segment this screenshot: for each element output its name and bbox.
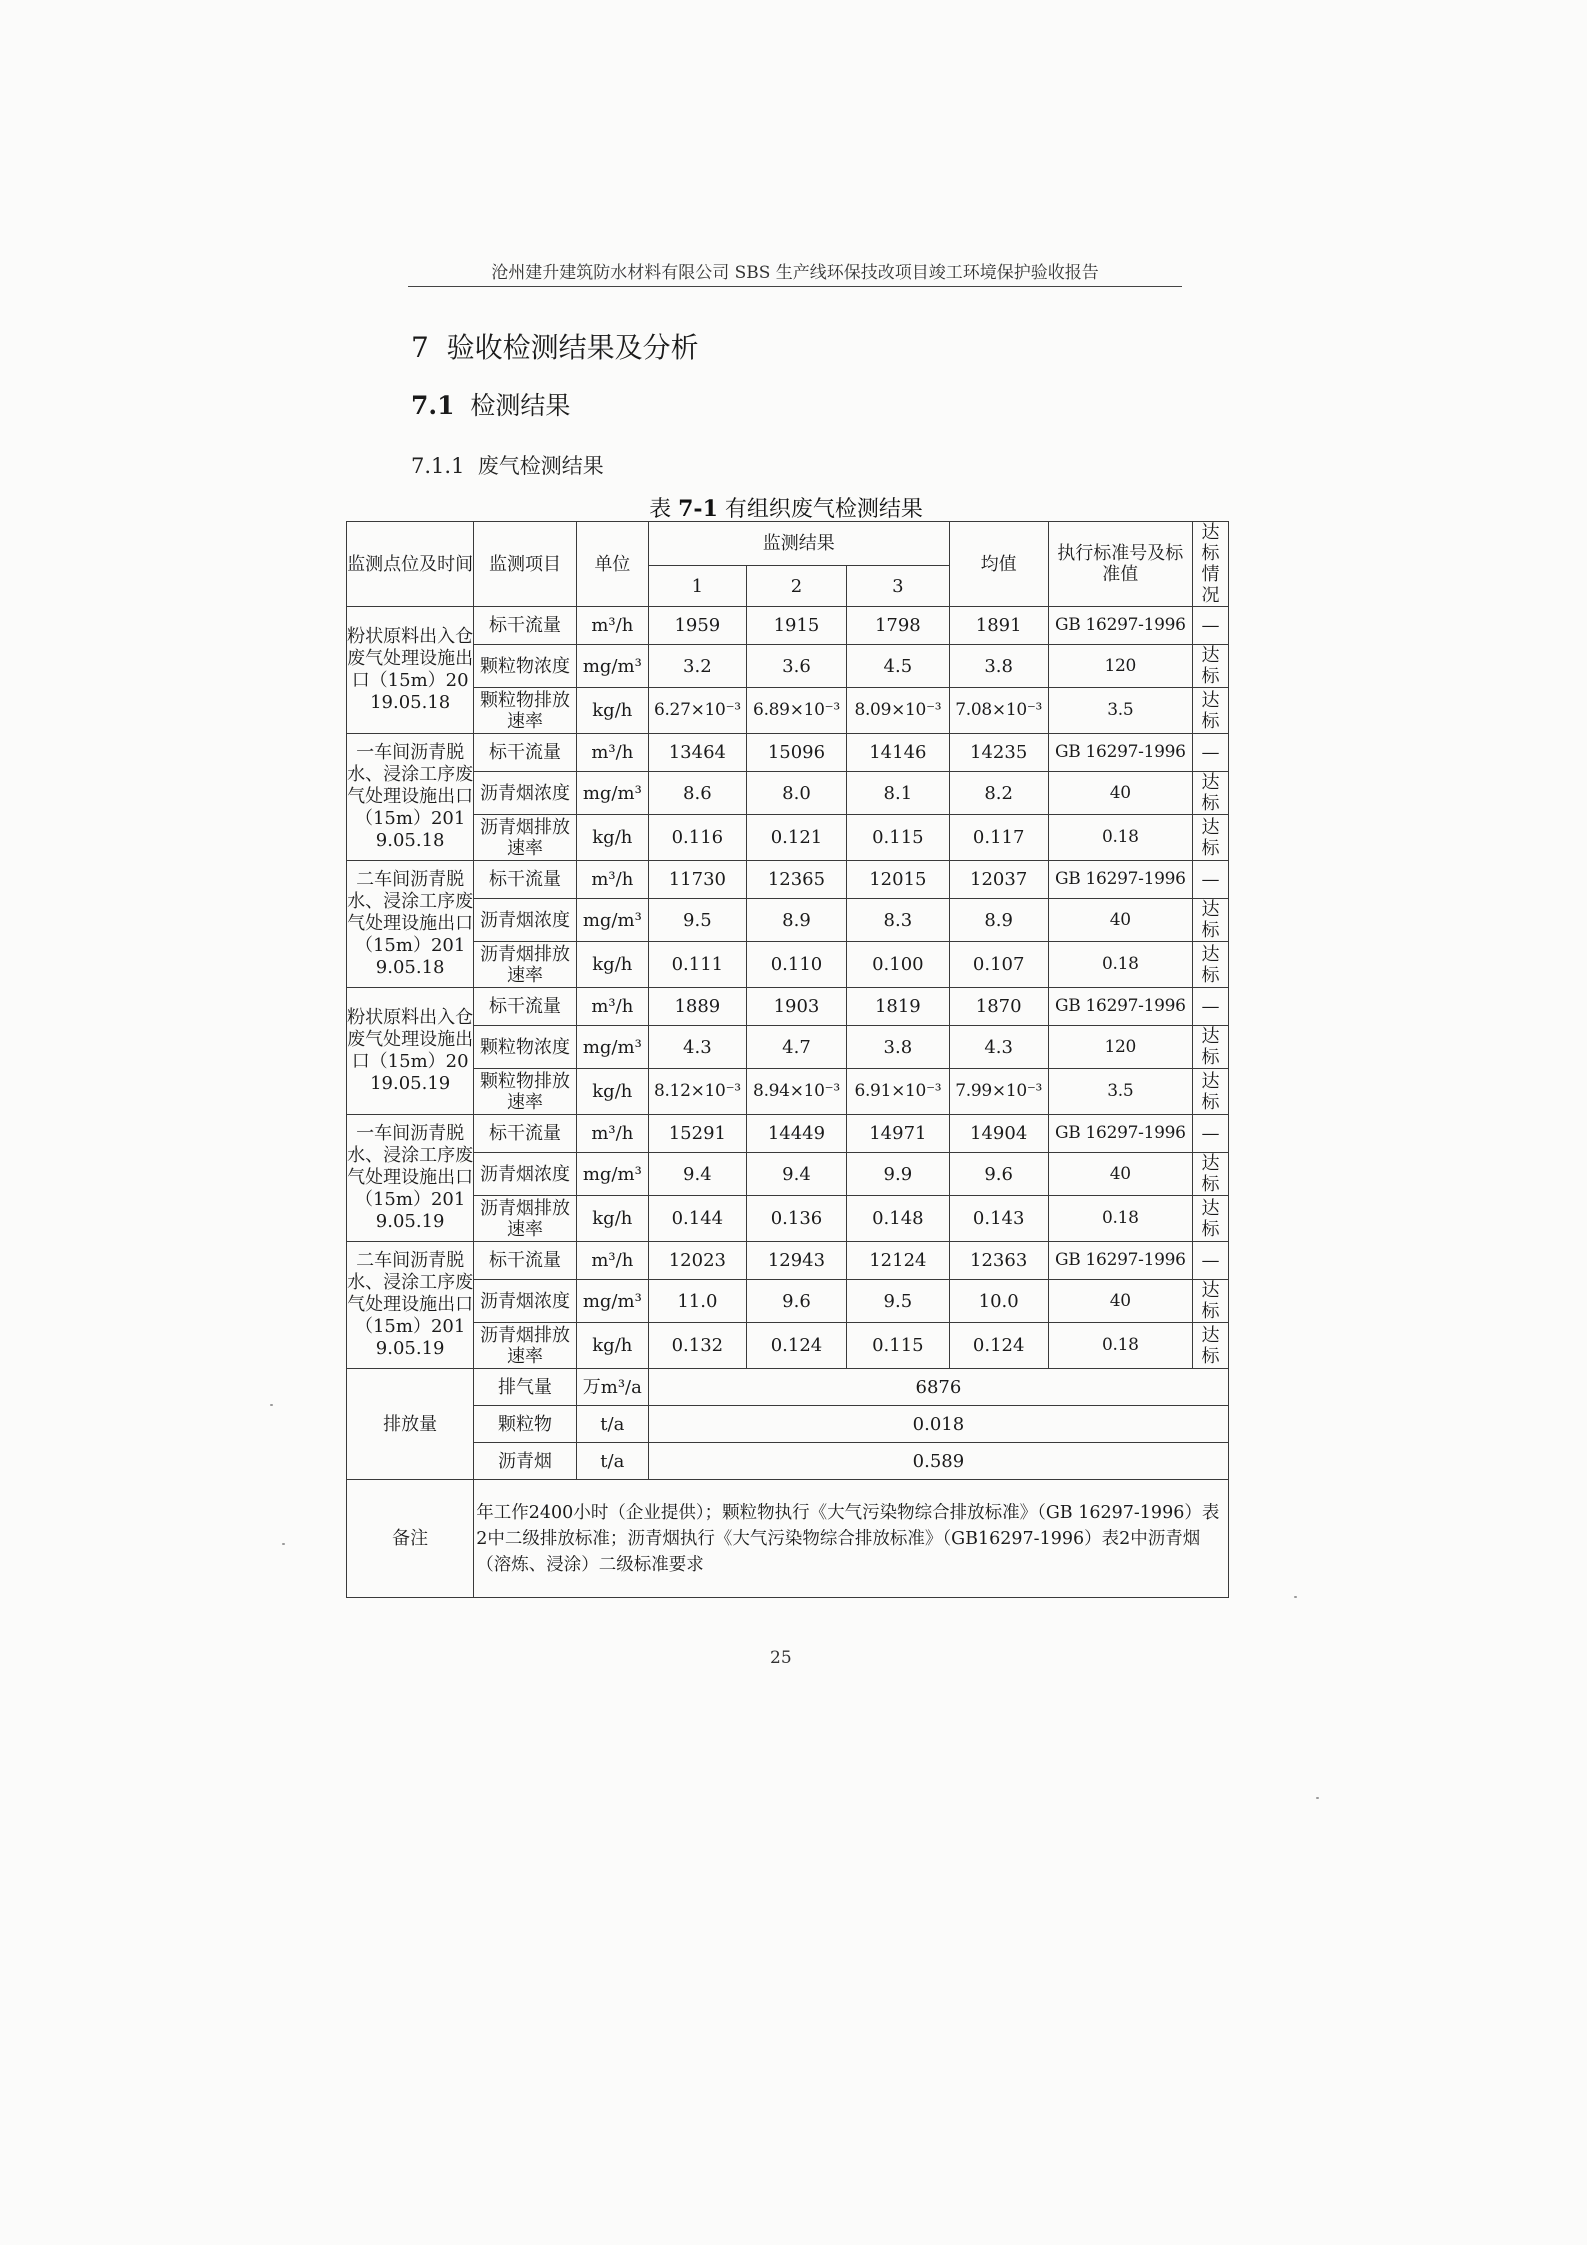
- mean-cell: 0.117: [949, 815, 1048, 861]
- result-1-cell: 12023: [648, 1242, 746, 1280]
- location-cell: 一车间沥青脱水、浸涂工序废气处理设施出口（15m）2019.05.19: [347, 1115, 474, 1242]
- item-cell: 颗粒物排放速率: [474, 1069, 577, 1115]
- result-1-cell: 0.132: [648, 1323, 746, 1369]
- table-row: [347, 1153, 1229, 1196]
- item-cell: 标干流量: [474, 734, 577, 772]
- unit-cell: mg/m³: [576, 772, 648, 815]
- result-3-cell: 9.5: [847, 1280, 950, 1323]
- results-table-body: [347, 522, 1229, 1598]
- unit-cell: kg/h: [576, 1196, 648, 1242]
- scan-speck: [1294, 1596, 1297, 1598]
- mean-cell: 7.08×10⁻³: [949, 688, 1048, 734]
- header-row: [347, 522, 1229, 566]
- page-header: 沧州建升建筑防水材料有限公司 SBS 生产线环保技改项目竣工环境保护验收报告: [408, 258, 1182, 287]
- result-2-cell: 8.9: [746, 899, 846, 942]
- result-2-cell: 1903: [746, 988, 846, 1026]
- standard-cell: GB 16297-1996: [1048, 1242, 1192, 1280]
- result-1-cell: 0.116: [648, 815, 746, 861]
- emission-value: 0.018: [648, 1406, 1228, 1443]
- scan-speck: [1316, 1797, 1319, 1799]
- header-unit: 单位: [576, 522, 648, 607]
- result-1-cell: 4.3: [648, 1026, 746, 1069]
- result-3-cell: 0.115: [847, 1323, 950, 1369]
- result-3-cell: 9.9: [847, 1153, 950, 1196]
- mean-cell: 1870: [949, 988, 1048, 1026]
- header-result-2: 2: [746, 566, 846, 607]
- result-3-cell: 1798: [847, 607, 950, 645]
- item-cell: 沥青烟浓度: [474, 1153, 577, 1196]
- unit-cell: m³/h: [576, 1115, 648, 1153]
- status-cell: 达标: [1192, 772, 1228, 815]
- table-row: [347, 645, 1229, 688]
- result-3-cell: 8.1: [847, 772, 950, 815]
- table-row: [347, 734, 1229, 772]
- result-2-cell: 9.6: [746, 1280, 846, 1323]
- mean-cell: 8.9: [949, 899, 1048, 942]
- mean-cell: 14235: [949, 734, 1048, 772]
- result-1-cell: 3.2: [648, 645, 746, 688]
- result-2-cell: 15096: [746, 734, 846, 772]
- header-standard: 执行标准号及标准值: [1048, 522, 1192, 607]
- unit-cell: mg/m³: [576, 899, 648, 942]
- emission-row: [347, 1406, 1229, 1443]
- result-1-cell: 0.144: [648, 1196, 746, 1242]
- item-cell: 标干流量: [474, 607, 577, 645]
- unit-cell: m³/h: [576, 988, 648, 1026]
- location-cell: 二车间沥青脱水、浸涂工序废气处理设施出口（15m）2019.05.18: [347, 861, 474, 988]
- standard-cell: GB 16297-1996: [1048, 607, 1192, 645]
- status-cell: 达标: [1192, 1153, 1228, 1196]
- result-2-cell: 0.121: [746, 815, 846, 861]
- result-1-cell: 11730: [648, 861, 746, 899]
- standard-cell: GB 16297-1996: [1048, 861, 1192, 899]
- standard-cell: 0.18: [1048, 1323, 1192, 1369]
- result-3-cell: 4.5: [847, 645, 950, 688]
- table-row: [347, 815, 1229, 861]
- note-label: 备注: [347, 1480, 474, 1598]
- result-2-cell: 6.89×10⁻³: [746, 688, 846, 734]
- mean-cell: 8.2: [949, 772, 1048, 815]
- result-3-cell: 14146: [847, 734, 950, 772]
- note-row: [347, 1480, 1229, 1598]
- standard-cell: 40: [1048, 772, 1192, 815]
- unit-cell: m³/h: [576, 861, 648, 899]
- subsubsection-number: 7.1.1: [411, 454, 465, 478]
- table-row: [347, 1242, 1229, 1280]
- table-caption: [346, 492, 1226, 523]
- mean-cell: 9.6: [949, 1153, 1048, 1196]
- mean-cell: 4.3: [949, 1026, 1048, 1069]
- result-3-cell: 14971: [847, 1115, 950, 1153]
- result-2-cell: 1915: [746, 607, 846, 645]
- unit-cell: mg/m³: [576, 1280, 648, 1323]
- header-result-1: 1: [648, 566, 746, 607]
- note-text: 年工作2400小时（企业提供）；颗粒物执行《大气污染物综合排放标准》（GB 16297-1996）表2中二级排放标准；沥青烟执行《大气污染物综合排放标准》（GB16297-1996）表2中沥青烟（溶炼、浸涂）二级标准要求: [474, 1480, 1229, 1598]
- unit-cell: m³/h: [576, 1242, 648, 1280]
- result-3-cell: 8.09×10⁻³: [847, 688, 950, 734]
- table-row: [347, 942, 1229, 988]
- table-row: [347, 1323, 1229, 1369]
- item-cell: 标干流量: [474, 1242, 577, 1280]
- status-cell: 达标: [1192, 645, 1228, 688]
- status-cell: 达标: [1192, 815, 1228, 861]
- result-1-cell: 8.12×10⁻³: [648, 1069, 746, 1115]
- unit-cell: kg/h: [576, 1323, 648, 1369]
- mean-cell: 14904: [949, 1115, 1048, 1153]
- item-cell: 沥青烟排放速率: [474, 1323, 577, 1369]
- result-2-cell: 8.0: [746, 772, 846, 815]
- scan-speck: [270, 1404, 273, 1406]
- location-cell: 一车间沥青脱水、浸涂工序废气处理设施出口（15m）2019.05.18: [347, 734, 474, 861]
- item-cell: 标干流量: [474, 1115, 577, 1153]
- mean-cell: 12037: [949, 861, 1048, 899]
- table-row: [347, 1115, 1229, 1153]
- table-row: [347, 1069, 1229, 1115]
- status-cell: 达标: [1192, 1280, 1228, 1323]
- item-cell: 沥青烟排放速率: [474, 815, 577, 861]
- item-cell: 标干流量: [474, 861, 577, 899]
- status-cell: 达标: [1192, 1069, 1228, 1115]
- result-2-cell: 4.7: [746, 1026, 846, 1069]
- table-row: [347, 861, 1229, 899]
- status-cell: —: [1192, 1242, 1228, 1280]
- item-cell: 颗粒物浓度: [474, 1026, 577, 1069]
- item-cell: 沥青烟排放速率: [474, 942, 577, 988]
- caption-title: 有组织废气检测结果: [724, 497, 923, 522]
- emission-item: 颗粒物: [474, 1406, 577, 1443]
- table-row: [347, 772, 1229, 815]
- table-row: [347, 988, 1229, 1026]
- status-cell: 达标: [1192, 688, 1228, 734]
- standard-cell: 120: [1048, 1026, 1192, 1069]
- standard-cell: 0.18: [1048, 942, 1192, 988]
- emission-label: 排放量: [347, 1369, 474, 1480]
- status-cell: —: [1192, 861, 1228, 899]
- result-3-cell: 0.100: [847, 942, 950, 988]
- result-3-cell: 0.148: [847, 1196, 950, 1242]
- mean-cell: 0.143: [949, 1196, 1048, 1242]
- unit-cell: m³/h: [576, 607, 648, 645]
- status-cell: 达标: [1192, 1196, 1228, 1242]
- status-cell: 达标: [1192, 899, 1228, 942]
- result-1-cell: 1959: [648, 607, 746, 645]
- item-cell: 标干流量: [474, 988, 577, 1026]
- result-2-cell: 9.4: [746, 1153, 846, 1196]
- standard-cell: 0.18: [1048, 815, 1192, 861]
- mean-cell: 7.99×10⁻³: [949, 1069, 1048, 1115]
- emission-item: 排气量: [474, 1369, 577, 1406]
- section-heading: [411, 326, 699, 366]
- status-cell: 达标: [1192, 942, 1228, 988]
- subsubsection-title: 废气检测结果: [477, 454, 604, 478]
- mean-cell: 12363: [949, 1242, 1048, 1280]
- location-cell: 粉状原料出入仓废气处理设施出口（15m）2019.05.19: [347, 988, 474, 1115]
- result-1-cell: 9.4: [648, 1153, 746, 1196]
- page-number: 25: [770, 1648, 792, 1668]
- header-results: 监测结果: [648, 522, 949, 566]
- emission-row: [347, 1443, 1229, 1480]
- section-number: 7: [411, 331, 429, 364]
- unit-cell: kg/h: [576, 815, 648, 861]
- standard-cell: 3.5: [1048, 688, 1192, 734]
- emission-value: 6876: [648, 1369, 1228, 1406]
- unit-cell: mg/m³: [576, 645, 648, 688]
- standard-cell: GB 16297-1996: [1048, 734, 1192, 772]
- result-3-cell: 3.8: [847, 1026, 950, 1069]
- result-2-cell: 12943: [746, 1242, 846, 1280]
- table-row: [347, 1280, 1229, 1323]
- status-cell: —: [1192, 734, 1228, 772]
- scan-speck: [282, 1543, 285, 1545]
- result-1-cell: 15291: [648, 1115, 746, 1153]
- result-3-cell: 1819: [847, 988, 950, 1026]
- result-3-cell: 0.115: [847, 815, 950, 861]
- result-2-cell: 3.6: [746, 645, 846, 688]
- subsubsection-heading: [411, 450, 604, 480]
- subsection-title: 检测结果: [470, 391, 571, 420]
- header-result-3: 3: [847, 566, 950, 607]
- item-cell: 沥青烟浓度: [474, 1280, 577, 1323]
- result-1-cell: 9.5: [648, 899, 746, 942]
- standard-cell: 3.5: [1048, 1069, 1192, 1115]
- status-cell: 达标: [1192, 1323, 1228, 1369]
- results-table: [346, 521, 1229, 1598]
- result-3-cell: 8.3: [847, 899, 950, 942]
- mean-cell: 3.8: [949, 645, 1048, 688]
- result-1-cell: 8.6: [648, 772, 746, 815]
- subsection-number: 7.1: [411, 391, 455, 420]
- standard-cell: 40: [1048, 1153, 1192, 1196]
- result-2-cell: 12365: [746, 861, 846, 899]
- result-2-cell: 0.124: [746, 1323, 846, 1369]
- mean-cell: 10.0: [949, 1280, 1048, 1323]
- table-row: [347, 688, 1229, 734]
- item-cell: 沥青烟浓度: [474, 772, 577, 815]
- table-row: [347, 607, 1229, 645]
- item-cell: 沥青烟排放速率: [474, 1196, 577, 1242]
- header-status: 达标情况: [1192, 522, 1228, 607]
- table-row: [347, 1196, 1229, 1242]
- status-cell: —: [1192, 988, 1228, 1026]
- table-row: [347, 899, 1229, 942]
- standard-cell: 120: [1048, 645, 1192, 688]
- emission-value: 0.589: [648, 1443, 1228, 1480]
- result-1-cell: 11.0: [648, 1280, 746, 1323]
- standard-cell: 0.18: [1048, 1196, 1192, 1242]
- mean-cell: 0.107: [949, 942, 1048, 988]
- table-row: [347, 1026, 1229, 1069]
- status-cell: 达标: [1192, 1026, 1228, 1069]
- status-cell: —: [1192, 1115, 1228, 1153]
- standard-cell: GB 16297-1996: [1048, 988, 1192, 1026]
- header-mean: 均值: [949, 522, 1048, 607]
- emission-row: [347, 1369, 1229, 1406]
- standard-cell: 40: [1048, 899, 1192, 942]
- item-cell: 颗粒物浓度: [474, 645, 577, 688]
- result-3-cell: 6.91×10⁻³: [847, 1069, 950, 1115]
- emission-item: 沥青烟: [474, 1443, 577, 1480]
- result-1-cell: 0.111: [648, 942, 746, 988]
- item-cell: 沥青烟浓度: [474, 899, 577, 942]
- unit-cell: kg/h: [576, 1069, 648, 1115]
- mean-cell: 1891: [949, 607, 1048, 645]
- subsection-heading: [411, 386, 570, 422]
- unit-cell: m³/h: [576, 734, 648, 772]
- result-1-cell: 13464: [648, 734, 746, 772]
- result-3-cell: 12124: [847, 1242, 950, 1280]
- result-2-cell: 8.94×10⁻³: [746, 1069, 846, 1115]
- header-location: 监测点位及时间: [347, 522, 474, 607]
- unit-cell: kg/h: [576, 688, 648, 734]
- mean-cell: 0.124: [949, 1323, 1048, 1369]
- header-item: 监测项目: [474, 522, 577, 607]
- item-cell: 颗粒物排放速率: [474, 688, 577, 734]
- location-cell: 二车间沥青脱水、浸涂工序废气处理设施出口（15m）2019.05.19: [347, 1242, 474, 1369]
- standard-cell: GB 16297-1996: [1048, 1115, 1192, 1153]
- unit-cell: kg/h: [576, 942, 648, 988]
- result-2-cell: 0.136: [746, 1196, 846, 1242]
- emission-unit: 万m³/a: [576, 1369, 648, 1406]
- location-cell: 粉状原料出入仓废气处理设施出口（15m）2019.05.18: [347, 607, 474, 734]
- result-2-cell: 14449: [746, 1115, 846, 1153]
- unit-cell: mg/m³: [576, 1026, 648, 1069]
- emission-unit: t/a: [576, 1406, 648, 1443]
- emission-unit: t/a: [576, 1443, 648, 1480]
- status-cell: —: [1192, 607, 1228, 645]
- result-1-cell: 6.27×10⁻³: [648, 688, 746, 734]
- caption-prefix: 表: [649, 497, 672, 522]
- result-1-cell: 1889: [648, 988, 746, 1026]
- section-title: 验收检测结果及分析: [446, 331, 699, 364]
- unit-cell: mg/m³: [576, 1153, 648, 1196]
- result-2-cell: 0.110: [746, 942, 846, 988]
- caption-number: 7-1: [678, 496, 718, 522]
- result-3-cell: 12015: [847, 861, 950, 899]
- standard-cell: 40: [1048, 1280, 1192, 1323]
